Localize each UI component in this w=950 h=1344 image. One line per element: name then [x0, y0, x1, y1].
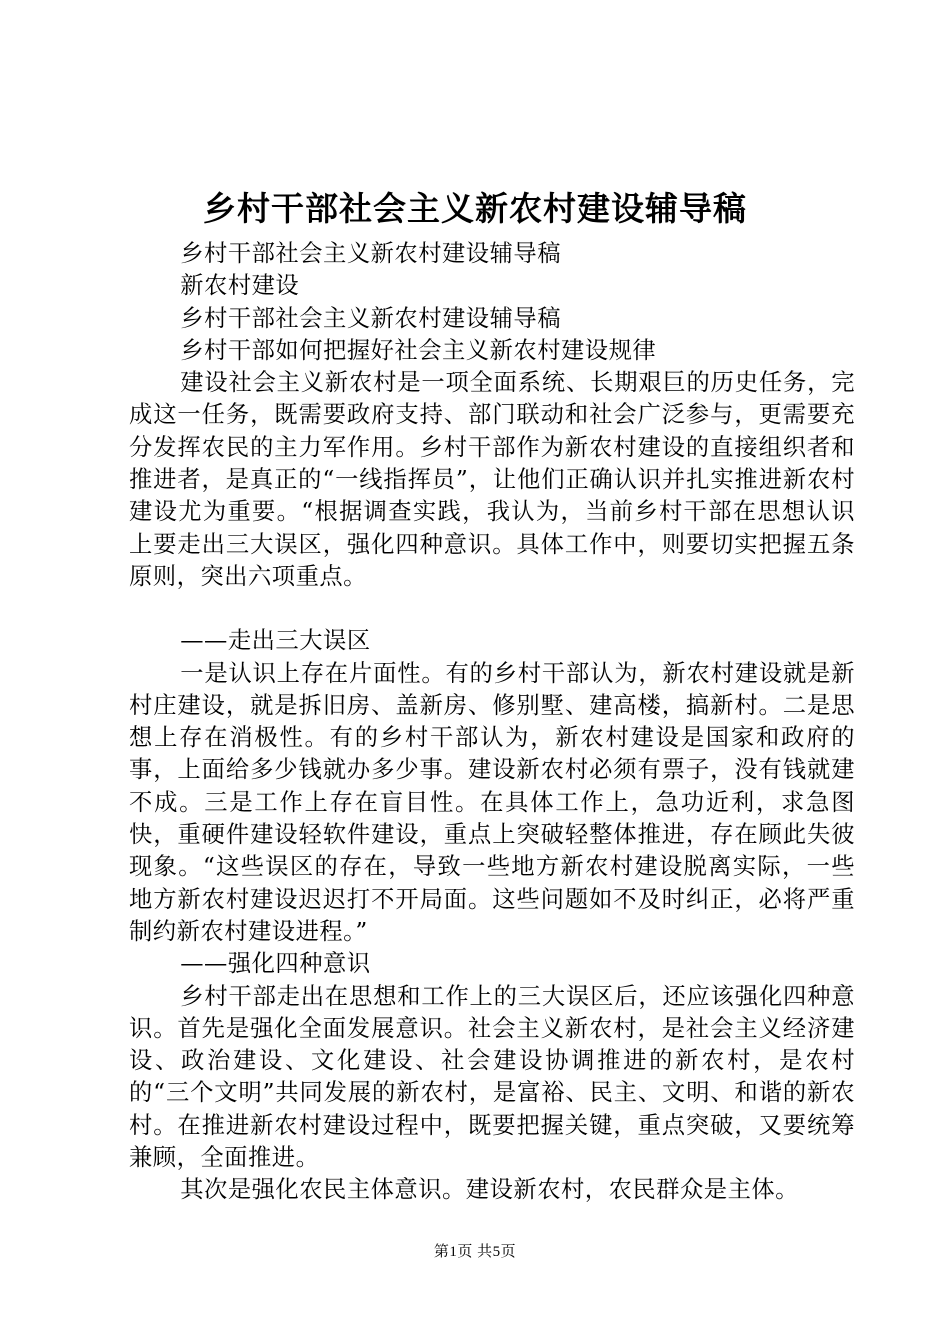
- page-number-footer: 第1页 共5页: [433, 1244, 517, 1260]
- document-body: [129, 238, 855, 1207]
- paragraph: 乡村干部如何把握好社会主义新农村建设规律: [180, 336, 657, 364]
- paragraph: 乡村干部社会主义新农村建设辅导稿: [180, 240, 561, 267]
- paragraph: 乡村干部社会主义新农村建设辅导稿: [180, 304, 561, 332]
- blank-line: [129, 593, 855, 625]
- paragraph: 一是认识上存在片面性。有的乡村干部认为，新农村建设就是新村庄建设，就是拆旧房、盖新房、修别墅、建高楼，搞新村。二是思想上存在消极性。有的乡村干部认为，新农村建设是国家和政府的事，上面给多少钱就办多少事。建设新农村必须有票子，没有钱就建不成。三是工作上存在盲目性。在具体工作上，急功近利，求急图快，重硬件建设轻软件建设，重点上突破轻整体推进，存在顾此失彼现象。“这些误区的存在，导致一些地方新农村建设脱离实际，一些地方新农村建设迟迟打不开局面。这些问题如不及时纠正，必将严重制约新农村建设进程。”: [129, 659, 855, 945]
- document-title: 乡村干部社会主义新农村建设辅导稿: [203, 189, 747, 228]
- paragraph: 其次是强化农民主体意识。建设新农村，农民群众是主体。: [180, 1176, 799, 1204]
- paragraph: 新农村建设: [180, 272, 300, 300]
- section-heading: ——走出三大误区: [180, 627, 371, 655]
- section-heading: ——强化四种意识: [180, 950, 371, 978]
- paragraph: 建设社会主义新农村是一项全面系统、长期艰巨的历史任务，完成这一任务，既需要政府支持、部门联动和社会广泛参与，更需要充分发挥农民的主力军作用。乡村干部作为新农村建设的直接组织者和推进者，是真正的“一线指挥员”，让他们正确认识并扎实推进新农村建设尤为重要。“根据调查实践，我认为，当前乡村干部在思想认识上要走出三大误区，强化四种意识。具体工作中，则要切实把握五条原则，突出六项重点。: [129, 369, 855, 590]
- paragraph: 乡村干部走出在思想和工作上的三大误区后，还应该强化四种意识。首先是强化全面发展意识。社会主义新农村，是社会主义经济建设、政治建设、文化建设、社会建设协调推进的新农村，是农村的“三个文明”共同发展的新农村，是富裕、民主、文明、和谐的新农村。在推进新农村建设过程中，既要把握关键，重点突破，又要统筹兼顾，全面推进。: [129, 982, 855, 1172]
